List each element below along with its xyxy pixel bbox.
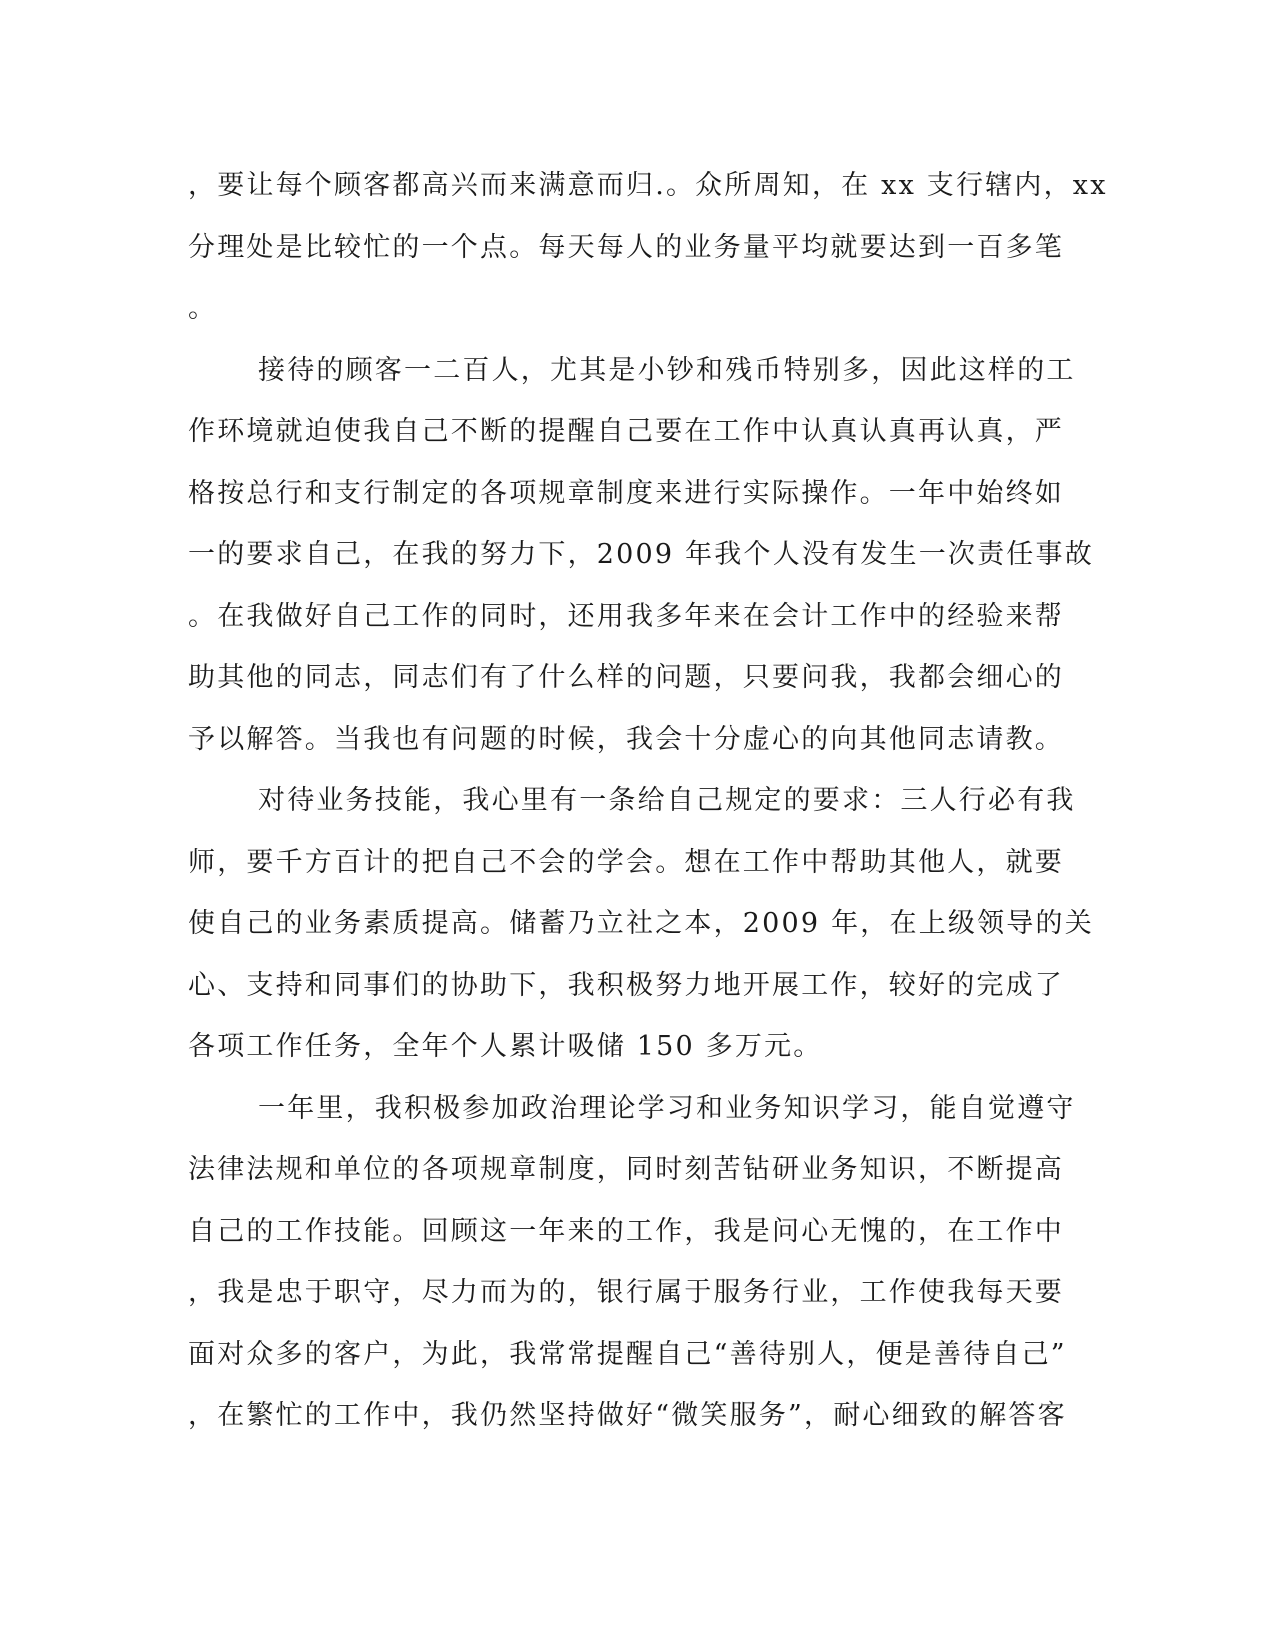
text-line: ，在繁忙的工作中，我仍然坚持做好“微笑服务”，耐心细致的解答客: [188, 1400, 1067, 1431]
text-line: 心、支持和同事们的协助下，我积极努力地开展工作，较好的完成了: [188, 969, 1064, 1001]
text-line: 。: [188, 293, 218, 324]
text-line: 各项工作任务，全年个人累计吸储 150 多万元。: [188, 1031, 823, 1062]
paragraph-start-line: 对待业务技能，我心里有一条给自己规定的要求：三人行必有我: [258, 785, 1076, 816]
text-line: 作环境就迫使我自己不断的提醒自己要在工作中认真认真再认真，严: [188, 416, 1064, 447]
text-line: 。在我做好自己工作的同时，还用我多年来在会计工作中的经验来帮: [188, 600, 1064, 632]
text-line: 面对众多的客户，为此，我常常提醒自己“善待别人，便是善待自己”: [188, 1338, 1067, 1370]
paragraph-start-line: 接待的顾客一二百人，尤其是小钞和残币特别多，因此这样的工: [258, 354, 1076, 386]
text-line: 师，要千方百计的把自己不会的学会。想在工作中帮助其他人，就要: [188, 846, 1064, 878]
text-line: ，我是忠于职守，尽力而为的，银行属于服务行业，工作使我每天要: [188, 1277, 1064, 1308]
text-line: 自己的工作技能。回顾这一年来的工作，我是问心无愧的，在工作中: [188, 1215, 1064, 1247]
text-line: 助其他的同志，同志们有了什么样的问题，只要问我，我都会细心的: [188, 662, 1064, 693]
document-body: [188, 155, 1108, 1447]
text-line: ，要让每个顾客都高兴而来满意而归.。众所周知，在 xx 支行辖内，xx: [188, 170, 1108, 201]
paragraph-start-line: 一年里，我积极参加政治理论学习和业务知识学习，能自觉遵守: [258, 1092, 1076, 1124]
text-line: 使自己的业务素质提高。储蓄乃立社之本，2009 年，在上级领导的关: [188, 908, 1094, 939]
text-line: 格按总行和支行制定的各项规章制度来进行实际操作。一年中始终如: [188, 477, 1064, 509]
text-line: 法律法规和单位的各项规章制度，同时刻苦钻研业务知识，不断提高: [188, 1154, 1064, 1185]
text-line: 一的要求自己，在我的努力下，2009 年我个人没有发生一次责任事故: [188, 539, 1094, 570]
text-line: 予以解答。当我也有问题的时候，我会十分虚心的向其他同志请教。: [188, 723, 1064, 755]
text-line: 分理处是比较忙的一个点。每天每人的业务量平均就要达到一百多笔: [188, 231, 1064, 263]
